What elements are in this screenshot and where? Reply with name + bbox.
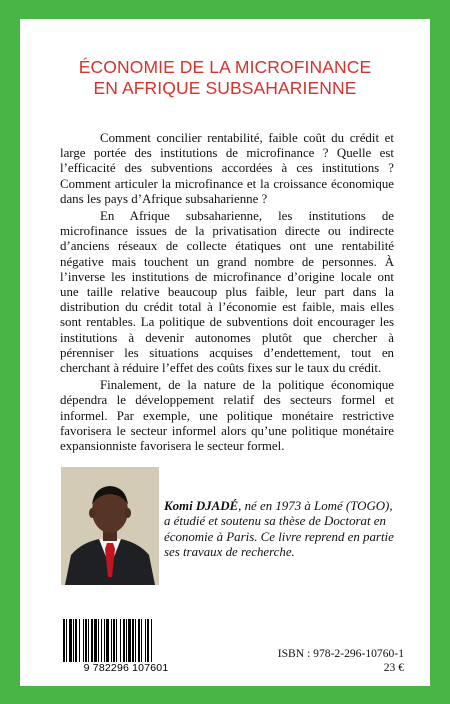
author-portrait-icon: [61, 467, 159, 585]
blurb: [60, 131, 394, 456]
author-description: , né en 1973 à Lomé (TOGO), a étudié et soutenu sa thèse de Doctorat en économie à Paris. Ce livre reprend en partie ses travaux de recherche.: [164, 499, 394, 560]
isbn-number: ISBN : 978-2-296-10760-1: [277, 647, 404, 660]
back-cover: [20, 19, 430, 686]
author-bio: [164, 499, 394, 561]
author-photo: [61, 467, 159, 585]
title-line-2: EN AFRIQUE SUBSAHARIENNE: [93, 78, 357, 98]
book-title: [20, 57, 430, 99]
paragraph-3: Finalement, de la nature de la politique économique dépendra le développement relatif des secteurs formel et informel. Par exemple, une politique monétaire restrictive favorisera le secteur informel alors qu’une politique monétaire expansionniste favorisera le secteur formel.: [60, 378, 394, 454]
isbn-block: [278, 647, 404, 675]
paragraph-1: Comment concilier rentabilité, faible coût du crédit et large portée des institutions de microfinance ? Quelle est l’efficacité des subventions accordées à ces institutions ? Comment articuler la microfinance et la croissance économique dans les pays d’Afrique subsaharienne ?: [60, 131, 394, 206]
price: 23 €: [383, 661, 404, 674]
paragraph-2: En Afrique subsaharienne, les institutions de microfinance issues de la privatisation directe ou indirecte d’anciens réseaux de collecte étatiques ont une rentabilité négative mais touchent un grand nombre de personnes. À l’inverse les institutions de microfinance d’origine locale ont une taille relative beaucoup plus faible, leur part dans la distribution du crédit total à l’économie est faible, mais elles sont rentables. La politique de subventions doit encourager les institutions à devenir autonomes plutôt que chercher à pérenniser les situations acquises d’endettement, tout en cherchant à réduire l’effet des coûts fixes sur le taux du crédit.: [60, 209, 394, 376]
barcode-number: 9 782296 107601: [61, 662, 191, 674]
title-line-1: ÉCONOMIE DE LA MICROFINANCE: [78, 57, 372, 77]
author-name: Komi DJADÉ: [164, 499, 239, 513]
